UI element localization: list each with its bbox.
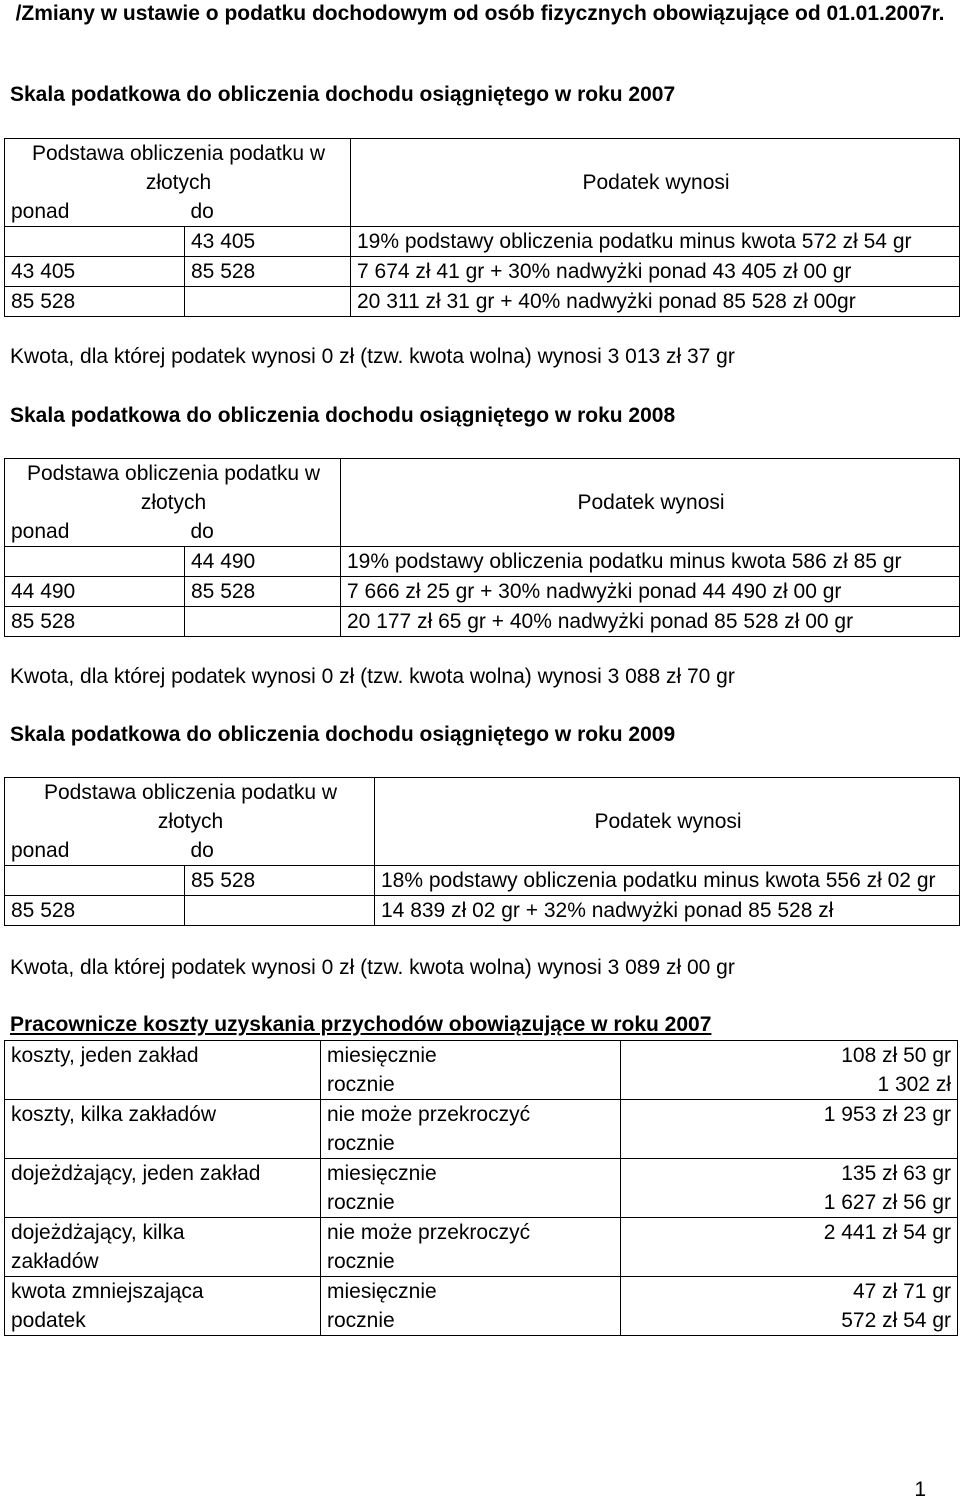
col-over: ponad (5, 836, 185, 866)
cell-tax: 7 666 zł 25 gr + 30% nadwyżki ponad 44 490 zł 00 gr (341, 577, 960, 607)
table-row (5, 1277, 958, 1307)
cell-tax: 19% podstawy obliczenia podatku minus kwota 586 zł 85 gr (341, 547, 960, 577)
scale-2007-table (4, 138, 960, 317)
col-over: ponad (5, 517, 185, 547)
table-row (5, 607, 960, 637)
cost-period-text: nie może przekroczyć rocznie (327, 1221, 531, 1273)
table-row (5, 227, 960, 257)
header-base: Podstawa obliczenia podatku w złotych (5, 459, 341, 518)
col-to: do (185, 517, 341, 547)
cell-over: 85 528 (5, 287, 185, 317)
table-row (5, 896, 960, 926)
free-amount-2007: Kwota, dla której podatek wynosi 0 zł (tzw. kwota wolna) wynosi 3 013 zł 37 gr (10, 345, 735, 368)
header-base: Podstawa obliczenia podatku w złotych (5, 778, 375, 837)
cost-period-text: nie może przekroczyć rocznie (327, 1103, 531, 1155)
cost-label: koszty, jeden zakład (5, 1041, 321, 1100)
cost-amount: 2 441 zł 54 gr (621, 1218, 958, 1277)
cost-period: miesięcznie (321, 1277, 621, 1307)
table-row (5, 287, 960, 317)
page-number: 1 (914, 1478, 926, 1501)
cell-to: 44 490 (185, 547, 341, 577)
cell-to (185, 287, 351, 317)
cell-to: 85 528 (185, 577, 341, 607)
cost-period: miesięcznie (321, 1041, 621, 1071)
cost-amount: 135 zł 63 gr (621, 1159, 958, 1189)
page-title: /Zmiany w ustawie o podatku dochodowym od osób fizycznych obowiązujące od 01.01.2007r. (15, 2, 945, 25)
scale-2008-title: Skala podatkowa do obliczenia dochodu osiągniętego w roku 2008 (10, 404, 676, 427)
costs-table (4, 1040, 958, 1336)
header-tax: Podatek wynosi (375, 778, 960, 866)
scale-2007-title: Skala podatkowa do obliczenia dochodu osiągniętego w roku 2007 (10, 83, 676, 106)
cell-to: 43 405 (185, 227, 351, 257)
cell-to (185, 607, 341, 637)
table-row (5, 257, 960, 287)
cost-period (321, 1100, 621, 1159)
free-amount-2008: Kwota, dla której podatek wynosi 0 zł (tzw. kwota wolna) wynosi 3 088 zł 70 gr (10, 665, 735, 688)
cell-tax: 19% podstawy obliczenia podatku minus kwota 572 zł 54 gr (351, 227, 960, 257)
cost-amount: 47 zł 71 gr (621, 1277, 958, 1307)
cost-period (321, 1218, 621, 1277)
cell-over: 44 490 (5, 577, 185, 607)
cell-tax: 20 177 zł 65 gr + 40% nadwyżki ponad 85 528 zł 00 gr (341, 607, 960, 637)
cost-label (5, 1218, 321, 1277)
cell-over (5, 547, 185, 577)
scale-2009-title: Skala podatkowa do obliczenia dochodu osiągniętego w roku 2009 (10, 723, 676, 746)
table-row (5, 1041, 958, 1071)
cell-over: 43 405 (5, 257, 185, 287)
cell-to: 85 528 (185, 866, 375, 896)
scale-2008-table (4, 458, 960, 637)
cost-period: rocznie (321, 1070, 621, 1100)
cost-amount: 108 zł 50 gr (621, 1041, 958, 1071)
table-row (5, 547, 960, 577)
header-tax: Podatek wynosi (351, 139, 960, 227)
cell-to: 85 528 (185, 257, 351, 287)
table-row (5, 866, 960, 896)
table-row (5, 577, 960, 607)
col-over: ponad (5, 197, 185, 227)
cell-over: 85 528 (5, 896, 185, 926)
cell-to (185, 896, 375, 926)
cell-tax: 18% podstawy obliczenia podatku minus kwota 556 zł 02 gr (375, 866, 960, 896)
cost-amount: 572 zł 54 gr (621, 1306, 958, 1336)
free-amount-2009: Kwota, dla której podatek wynosi 0 zł (tzw. kwota wolna) wynosi 3 089 zł 00 gr (10, 956, 735, 979)
cost-label: koszty, kilka zakładów (5, 1100, 321, 1159)
cost-period: rocznie (321, 1188, 621, 1218)
cost-label (5, 1277, 321, 1336)
table-row (5, 1100, 958, 1159)
table-row (5, 1159, 958, 1189)
cell-over (5, 866, 185, 896)
cost-label-text: kwota zmniejszająca podatek (11, 1280, 204, 1332)
cost-period: miesięcznie (321, 1159, 621, 1189)
cell-over: 85 528 (5, 607, 185, 637)
cell-tax: 14 839 zł 02 gr + 32% nadwyżki ponad 85 528 zł (375, 896, 960, 926)
cost-amount: 1 627 zł 56 gr (621, 1188, 958, 1218)
col-to: do (185, 197, 351, 227)
costs-title: Pracownicze koszty uzyskania przychodów obowiązujące w roku 2007 (10, 1013, 712, 1036)
cost-amount: 1 953 zł 23 gr (621, 1100, 958, 1159)
col-to: do (185, 836, 375, 866)
table-row (5, 1218, 958, 1277)
cost-period: rocznie (321, 1306, 621, 1336)
cell-over (5, 227, 185, 257)
header-tax: Podatek wynosi (341, 459, 960, 547)
header-base: Podstawa obliczenia podatku w złotych (5, 139, 351, 198)
cost-label: dojeżdżający, jeden zakład (5, 1159, 321, 1218)
cost-label-text: dojeżdżający, kilka zakładów (11, 1221, 185, 1273)
cell-tax: 20 311 zł 31 gr + 40% nadwyżki ponad 85 528 zł 00gr (351, 287, 960, 317)
cell-tax: 7 674 zł 41 gr + 30% nadwyżki ponad 43 405 zł 00 gr (351, 257, 960, 287)
scale-2009-table (4, 777, 960, 926)
cost-amount: 1 302 zł (621, 1070, 958, 1100)
